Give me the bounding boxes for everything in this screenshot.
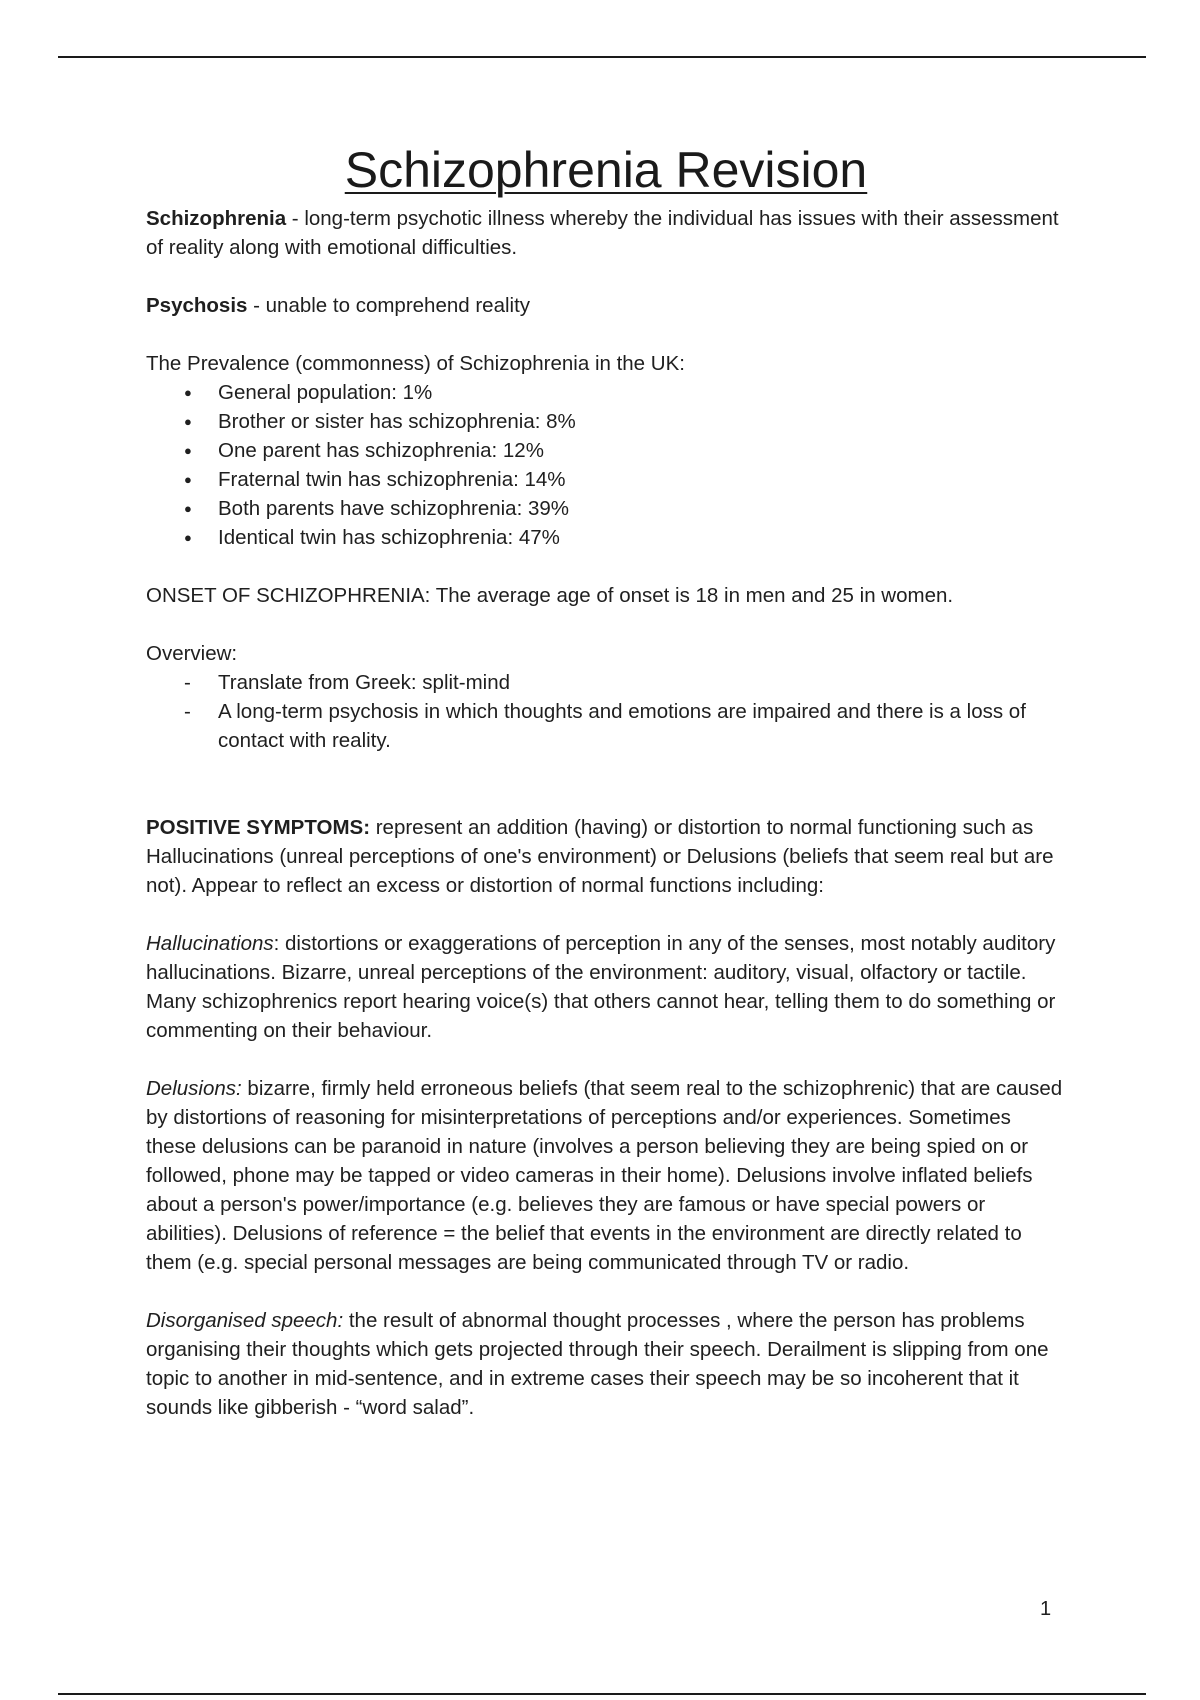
- prevalence-heading: The Prevalence (commonness) of Schizophrenia in the UK:: [146, 352, 685, 375]
- list-item: - A long-term psychosis in which thoughts and emotions are impaired and there is a loss of contact with reality.: [146, 697, 1066, 755]
- psychosis-term: Psychosis: [146, 294, 248, 317]
- schizophrenia-definition: [146, 204, 1066, 262]
- bottom-rule: [58, 1693, 1146, 1695]
- hallucinations-paragraph: [146, 929, 1066, 1045]
- document-body: [146, 140, 1066, 1451]
- page-number: 1: [1040, 1598, 1052, 1620]
- prevalence-list: [146, 378, 1066, 552]
- disorganised-speech-paragraph: [146, 1306, 1066, 1422]
- list-item: ● One parent has schizophrenia: 12%: [146, 436, 1066, 465]
- hallucinations-text: : distortions or exaggerations of perception in any of the senses, most notably auditory hallucinations. Bizarre, unreal perceptions of the environment: auditory, visual, olfactory or tactile. Many schizophrenics report hearing voice(s) that others cannot hear, telling them to do something or commenting on their behaviour.: [146, 932, 1056, 1042]
- list-item: ● General population: 1%: [146, 378, 1066, 407]
- psychosis-definition: [146, 291, 1066, 320]
- positive-symptoms-paragraph: [146, 813, 1066, 900]
- list-item: ● Both parents have schizophrenia: 39%: [146, 494, 1066, 523]
- delusions-text: bizarre, firmly held erroneous beliefs (that seem real to the schizophrenic) that are caused by distortions of reasoning for misinterpretations of perceptions and/or experiences. Sometimes these delusions can be paranoid in nature (involves a person believing they are being spied on or followed, phone may be tapped or video cameras in their home). Delusions involve inflated beliefs about a person's power/importance (e.g. believes they are famous or have special powers or abilities). Delusions of reference = the belief that events in the environment are directly related to them (e.g. special personal messages are being communicated through TV or radio.: [146, 1077, 1063, 1274]
- list-item: ● Brother or sister has schizophrenia: 8%: [146, 407, 1066, 436]
- spacer: [146, 784, 1066, 813]
- disorganised-speech-term: Disorganised speech:: [146, 1309, 344, 1332]
- overview-heading: Overview:: [146, 642, 238, 665]
- onset-paragraph: ONSET OF SCHIZOPHRENIA: The average age of onset is 18 in men and 25 in women.: [146, 584, 954, 607]
- disorganised-speech-text: the result of abnormal thought processes , where the person has problems organising their thoughts which gets projected through their speech. Derailment is slipping from one topic to another in mid-sentence, and in extreme cases their speech may be so incoherent that it sounds like gibberish - “word salad”.: [146, 1309, 1049, 1419]
- psychosis-text: - unable to comprehend reality: [247, 294, 531, 317]
- delusions-term: Delusions:: [146, 1077, 242, 1100]
- delusions-paragraph: [146, 1074, 1066, 1277]
- list-item: ● Identical twin has schizophrenia: 47%: [146, 523, 1066, 552]
- top-rule: [58, 56, 1146, 58]
- positive-symptoms-term: POSITIVE SYMPTOMS:: [146, 816, 371, 839]
- schizophrenia-text: - long-term psychotic illness whereby the individual has issues with their assessment of reality along with emotional difficulties.: [146, 207, 1059, 259]
- schizophrenia-term: Schizophrenia: [146, 207, 287, 230]
- list-item: - Translate from Greek: split-mind: [146, 668, 1066, 697]
- positive-symptoms-text: represent an addition (having) or distortion to normal functioning such as Hallucinations (unreal perceptions of one's environment) or Delusions (beliefs that seem real but are not). Appear to reflect an excess or distortion of normal functions including:: [146, 816, 1054, 897]
- hallucinations-term: Hallucinations: [146, 932, 274, 955]
- overview-list: [146, 668, 1066, 755]
- list-item: ● Fraternal twin has schizophrenia: 14%: [146, 465, 1066, 494]
- page-title: Schizophrenia Revision: [344, 142, 868, 198]
